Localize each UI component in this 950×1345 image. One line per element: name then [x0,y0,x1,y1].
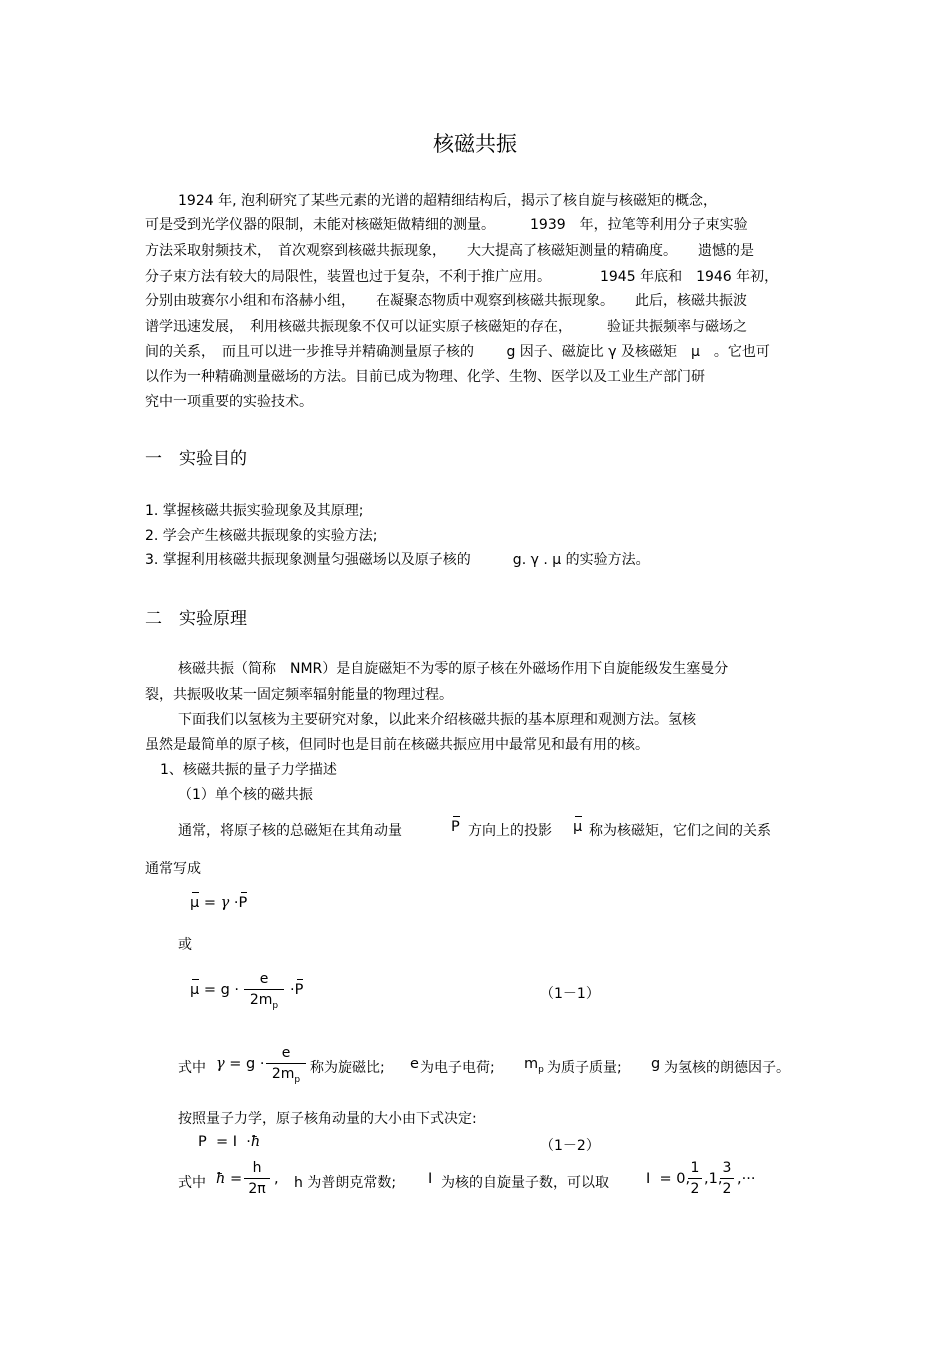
intro-line: 分别由玻赛尔小组和布洛赫小组， 在凝聚态物质中观察到核磁共振现象。 此后，核磁共振波 [145,293,747,309]
paragraph-line: 按照量子力学，原子核角动量的大小由下式决定: [178,1111,477,1127]
paragraph-line: 为氢核的朗德因子。 [664,1060,790,1076]
fraction-h-over-2pi: h 2π [244,1160,270,1197]
fraction-e-over-2mp: e $2m_p$ [266,1045,306,1088]
symbol-mp: $m_p$ [524,1056,544,1075]
fraction-three-halves: 3 2 [720,1160,734,1197]
paragraph-line: 为核的自旋量子数，可以取 [441,1175,609,1191]
spin-values: I = 0, [646,1171,691,1187]
fraction-one-half: 1 2 [688,1160,702,1197]
paragraph-line: 或 [178,937,192,953]
symbol-e: e [410,1056,419,1072]
paragraph-line: 为质子质量; [547,1060,622,1076]
intro-line: 间的关系， 而且可以进一步推导并精确测量原子核的 g 因子、磁旋比 γ 及核磁矩 μ 。它也可 [145,344,770,360]
comma: , [274,1171,279,1187]
intro-line: 究中一项重要的实验技术。 [145,394,313,410]
equation-mu-gamma-p: μ = γ ·P [190,895,248,911]
list-item: 2. 学会产生核磁共振现象的实验方法; [145,528,378,544]
document-title: 核磁共振 [433,132,517,156]
spin-values: ,1, [704,1171,723,1187]
symbol-i: I [428,1171,433,1187]
hbar-def: ħ = [216,1171,243,1187]
equation-p-i-hbar: P = I ·ħ [198,1134,261,1150]
spin-values: ,··· [737,1171,756,1187]
list-item: 1. 掌握核磁共振实验现象及其原理; [145,503,364,519]
symbol-g: g [651,1056,661,1072]
paragraph-line: 式中 [178,1175,206,1191]
intro-line: 1924 年, 泡利研究了某些元素的光谱的超精细结构后，揭示了核自旋与核磁矩的概念， [178,193,717,209]
paragraph-line: h 为普朗克常数; [294,1175,397,1191]
paragraph-line: 通常，将原子核的总磁矩在其角动量 [178,823,402,839]
list-item: 3. 掌握利用核磁共振现象测量匀强磁场以及原子核的 g. γ . μ 的实验方法。 [145,552,650,568]
section-heading: 一 实验目的 [145,449,247,469]
equation-label: （1－1） [540,986,600,1002]
intro-line: 谱学迅速发展， 利用核磁共振现象不仅可以证实原子核磁矩的存在， 验证共振频率与磁场之 [145,319,747,335]
paragraph-line: 为电子电荷; [420,1060,495,1076]
gamma-def: γ = g · [216,1056,265,1072]
intro-line: 分子束方法有较大的局限性，装置也过于复杂，不利于推广应用。 1945 年底和 1946 年初， [145,269,779,285]
paragraph-line: 方向上的投影 [468,823,552,839]
paragraph-line: 核磁共振（简称 NMR）是自旋磁矩不为零的原子核在外磁场作用下自旋能级发生塞曼分 [178,661,729,677]
subsection-heading: 1、核磁共振的量子力学描述 [160,762,337,778]
section-heading: 二 实验原理 [145,609,247,629]
paragraph-line: 裂，共振吸收某一固定频率辐射能量的物理过程。 [145,687,453,703]
equation-label: （1－2） [540,1138,600,1154]
fraction-e-over-2mp: e $2m_p$ [244,971,284,1014]
intro-line: 以作为一种精确测量磁场的方法。目前已成为物理、化学、生物、医学以及工业生产部门研 [145,369,705,385]
angular-momentum-symbol: P [451,819,460,835]
paragraph-line: 通常写成 [145,861,201,877]
intro-line: 可是受到光学仪器的限制，未能对核磁矩做精细的测量。 1939 年，拉笔等利用分子束实验 [145,217,748,233]
intro-line: 方法采取射频技术， 首次观察到核磁共振现象， 大大提高了核磁矩测量的精确度。 遗憾的是 [145,243,754,259]
paragraph-line: 称为核磁矩，它们之间的关系 [589,823,771,839]
equation-rhs: ·P [290,982,304,998]
paragraph-line: 式中 [178,1060,206,1076]
subsubsection-heading: （1）单个核的磁共振 [178,787,313,803]
paragraph-line: 虽然是最简单的原子核，但同时也是目前在核磁共振应用中最常见和最有用的核。 [145,737,649,753]
paragraph-line: 称为旋磁比; [310,1060,385,1076]
paragraph-line: 下面我们以氢核为主要研究对象，以此来介绍核磁共振的基本原理和观测方法。氢核 [178,712,696,728]
equation-lhs: μ = g · [190,982,240,998]
magnetic-moment-symbol: μ [573,819,583,835]
